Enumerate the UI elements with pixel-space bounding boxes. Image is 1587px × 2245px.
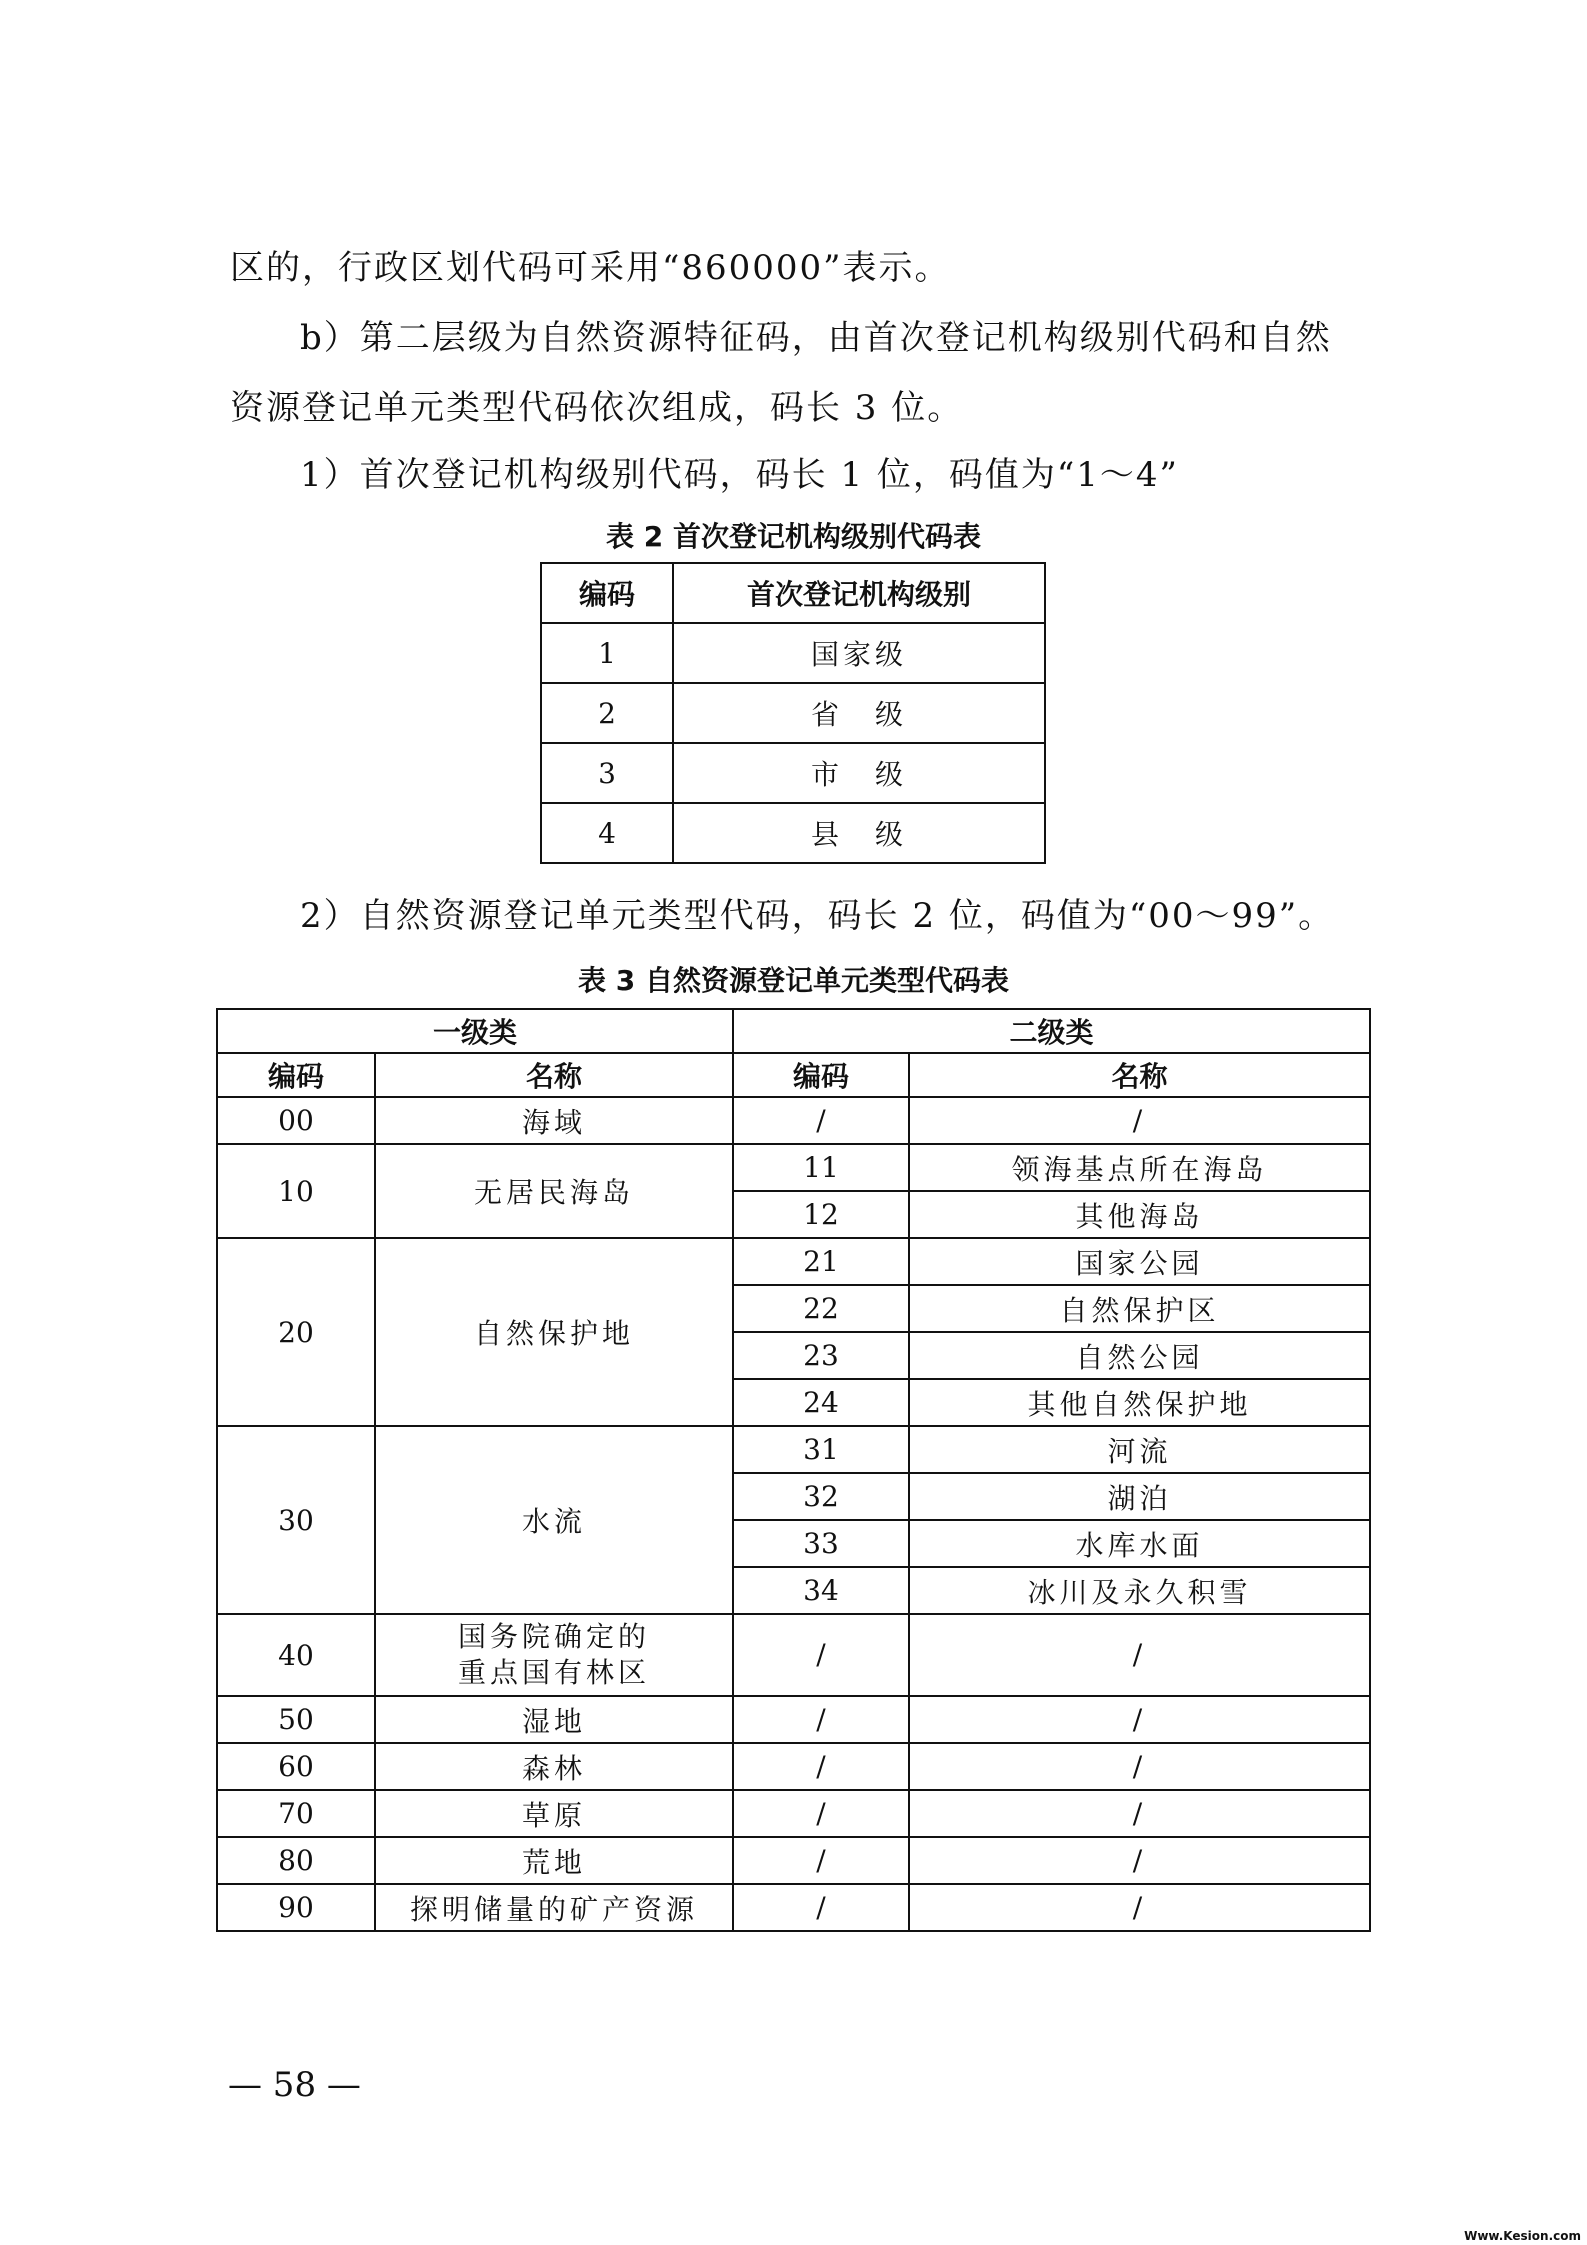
level2-code-cell: 12 — [733, 1191, 909, 1238]
level-cell: 县 级 — [673, 803, 1045, 863]
level1-code-cell: 60 — [217, 1743, 375, 1790]
level1-name-cell: 湿地 — [375, 1696, 733, 1743]
column-header-name-2: 名称 — [909, 1053, 1370, 1097]
table-row — [217, 1884, 1370, 1931]
level2-name-cell: / — [909, 1837, 1370, 1884]
level1-code-cell: 40 — [217, 1614, 375, 1696]
column-header-code-2: 编码 — [733, 1053, 909, 1097]
level2-code-cell: 11 — [733, 1144, 909, 1191]
table-row — [217, 1144, 1370, 1191]
level2-name-cell: 自然公园 — [909, 1332, 1370, 1379]
level1-name-cell: 无居民海岛 — [375, 1144, 733, 1238]
level2-name-cell: / — [909, 1790, 1370, 1837]
paragraph-5: 2）自然资源登记单元类型代码，码长 2 位，码值为“00～99”。 — [300, 896, 1335, 936]
level2-name-cell: / — [909, 1614, 1370, 1696]
level1-code-cell: 20 — [217, 1238, 375, 1426]
level2-name-cell: / — [909, 1696, 1370, 1743]
level2-name-cell: 其他自然保护地 — [909, 1379, 1370, 1426]
paragraph-1: 区的，行政区划代码可采用“860000”表示。 — [230, 248, 951, 288]
level2-name-cell: 水库水面 — [909, 1520, 1370, 1567]
level2-name-cell: 国家公园 — [909, 1238, 1370, 1285]
level2-code-cell: 22 — [733, 1285, 909, 1332]
level2-name-cell: 自然保护区 — [909, 1285, 1370, 1332]
level1-code-cell: 90 — [217, 1884, 375, 1931]
table2-caption: 表 2 首次登记机构级别代码表 — [606, 520, 981, 553]
level1-name-cell: 国务院确定的 重点国有林区 — [375, 1614, 733, 1696]
level1-code-cell: 00 — [217, 1097, 375, 1144]
level2-name-cell: 河流 — [909, 1426, 1370, 1473]
level-cell: 省 级 — [673, 683, 1045, 743]
table-row — [217, 1696, 1370, 1743]
level1-code-cell: 70 — [217, 1790, 375, 1837]
registration-unit-type-code-table — [216, 1008, 1371, 1932]
level1-name-cell: 自然保护地 — [375, 1238, 733, 1426]
level2-name-cell: / — [909, 1743, 1370, 1790]
level1-name-cell: 森林 — [375, 1743, 733, 1790]
column-header-row — [217, 1053, 1370, 1097]
level1-code-cell: 10 — [217, 1144, 375, 1238]
group-header-level2: 二级类 — [733, 1009, 1370, 1053]
level2-code-cell: / — [733, 1884, 909, 1931]
level2-name-cell: / — [909, 1884, 1370, 1931]
table-row — [217, 1426, 1370, 1473]
level1-name-cell: 荒地 — [375, 1837, 733, 1884]
code-cell: 1 — [541, 623, 673, 683]
column-header-code: 编码 — [541, 563, 673, 623]
code-cell: 4 — [541, 803, 673, 863]
group-header-level1: 一级类 — [217, 1009, 733, 1053]
level2-code-cell: 32 — [733, 1473, 909, 1520]
paragraph-2: b）第二层级为自然资源特征码，由首次登记机构级别代码和自然 — [300, 318, 1332, 358]
code-cell: 3 — [541, 743, 673, 803]
level2-code-cell: 34 — [733, 1567, 909, 1614]
table-row — [541, 803, 1045, 863]
table-row — [217, 1790, 1370, 1837]
level2-code-cell: / — [733, 1743, 909, 1790]
table-row — [541, 743, 1045, 803]
table-row — [217, 1837, 1370, 1884]
level2-code-cell: / — [733, 1614, 909, 1696]
table3-body — [217, 1097, 1370, 1931]
level2-code-cell: 31 — [733, 1426, 909, 1473]
column-header-name-1: 名称 — [375, 1053, 733, 1097]
group-header-row — [217, 1009, 1370, 1053]
table-row — [217, 1614, 1370, 1696]
level2-code-cell: 21 — [733, 1238, 909, 1285]
table-header-row — [541, 563, 1045, 623]
level2-code-cell: 24 — [733, 1379, 909, 1426]
level-cell: 市 级 — [673, 743, 1045, 803]
institution-level-code-table — [540, 562, 1046, 864]
level2-name-cell: / — [909, 1097, 1370, 1144]
column-header-level: 首次登记机构级别 — [673, 563, 1045, 623]
table-row — [217, 1743, 1370, 1790]
paragraph-3: 资源登记单元类型代码依次组成，码长 3 位。 — [230, 388, 964, 428]
page-number: — 58 — — [228, 2065, 361, 2105]
level2-code-cell: / — [733, 1790, 909, 1837]
level2-name-cell: 其他海岛 — [909, 1191, 1370, 1238]
code-cell: 2 — [541, 683, 673, 743]
level2-code-cell: / — [733, 1837, 909, 1884]
level1-name-cell: 探明储量的矿产资源 — [375, 1884, 733, 1931]
level1-code-cell: 80 — [217, 1837, 375, 1884]
table3-caption: 表 3 自然资源登记单元类型代码表 — [578, 964, 1009, 997]
level1-name-cell: 海域 — [375, 1097, 733, 1144]
watermark: Www.Kesion.com — [1464, 2229, 1581, 2243]
level2-code-cell: 33 — [733, 1520, 909, 1567]
level2-code-cell: / — [733, 1097, 909, 1144]
paragraph-4: 1）首次登记机构级别代码，码长 1 位，码值为“1～4” — [300, 455, 1179, 495]
level2-name-cell: 冰川及永久积雪 — [909, 1567, 1370, 1614]
level2-name-cell: 领海基点所在海岛 — [909, 1144, 1370, 1191]
level1-name-cell: 草原 — [375, 1790, 733, 1837]
table-row — [217, 1097, 1370, 1144]
level1-name-cell: 水流 — [375, 1426, 733, 1614]
level1-code-cell: 50 — [217, 1696, 375, 1743]
level2-code-cell: / — [733, 1696, 909, 1743]
level-cell: 国家级 — [673, 623, 1045, 683]
level2-code-cell: 23 — [733, 1332, 909, 1379]
table-row — [541, 623, 1045, 683]
level1-code-cell: 30 — [217, 1426, 375, 1614]
table-row — [541, 683, 1045, 743]
table-row — [217, 1238, 1370, 1285]
level2-name-cell: 湖泊 — [909, 1473, 1370, 1520]
column-header-code-1: 编码 — [217, 1053, 375, 1097]
